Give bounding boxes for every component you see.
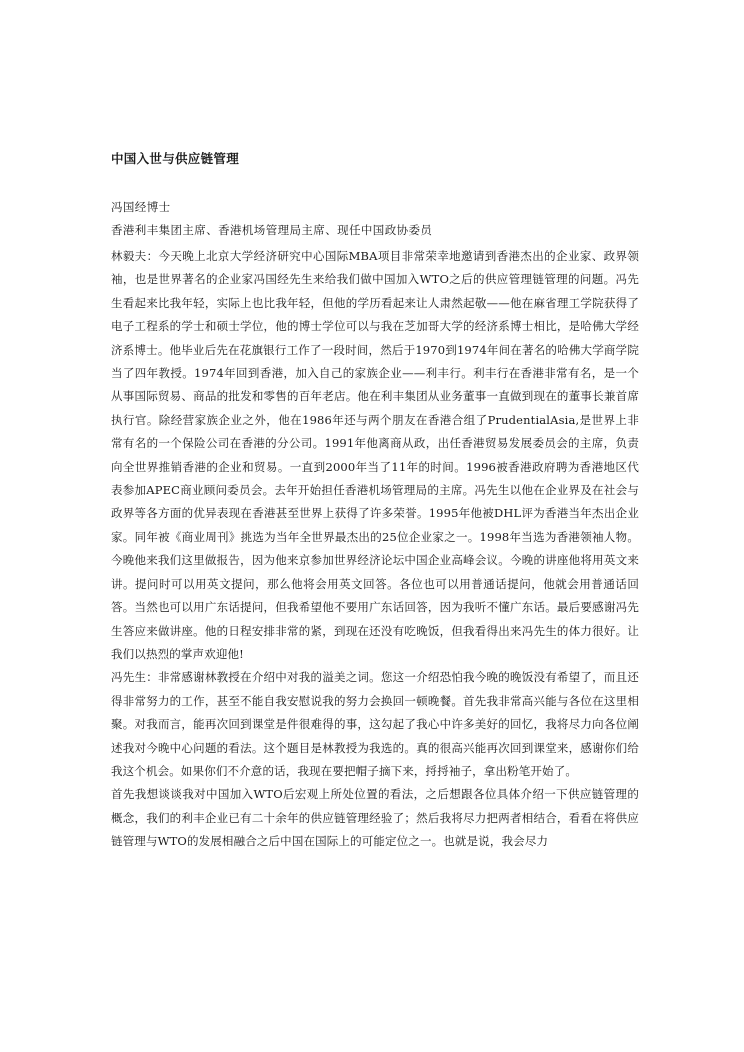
document-title: 中国入世与供应链管理 (111, 151, 240, 166)
paragraph-outline: 首先我想谈谈我对中国加入WTO后宏观上所处位置的看法，之后想跟各位具体介绍一下供应链管理的概念，我们的利丰企业已有二十余年的供应链管理经验了；然后我将尽力把两者相结合，看看在将供应链管理与WTO的发展相融合之后中国在国际上的可能定位之一。也就是说，我会尽力 (111, 787, 639, 849)
document-body (111, 245, 639, 854)
paragraph-response: 冯先生：非常感谢林教授在介绍中对我的溢美之词。您这一介绍恐怕我今晚的晚饭没有希望了，而且还得非常努力的工作，甚至不能自我安慰说我的努力会换回一顿晚餐。首先我非常高兴能与各位在这里相聚。对我而言，能再次回到课堂是件很难得的事，这勾起了我心中许多美好的回忆，我将尽力向各位阐述我对今晚中心问题的看法。这个题目是林教授为我选的。真的很高兴能再次回到课堂来，感谢你们给我这个机会。如果你们不介意的话，我现在要把帽子摘下来，捋捋袖子，拿出粉笔开始了。 (111, 670, 639, 778)
author-roles: 香港利丰集团主席、香港机场管理局主席、现任中国政协委员 (111, 223, 433, 237)
paragraph-introduction: 林毅夫：今天晚上北京大学经济研究中心国际MBA项目非常荣幸地邀请到香港杰出的企业家、政界领袖，也是世界著名的企业家冯国经先生来给我们做中国加入WTO之后的供应管理链管理的问题。冯先生看起来比我年轻，实际上也比我年轻，但他的学历看起来让人肃然起敬——他在麻省理工学院获得了电子工程系的学士和硕士学位，他的博士学位可以与我在芝加哥大学的经济系博士相比，是哈佛大学经济系博士。他毕业后先在花旗银行工作了一段时间，然后于1970到1974年间在著名的哈佛大学商学院当了四年教授。1974年回到香港，加入自己的家族企业——利丰行。利丰行在香港非常有名，是一个从事国际贸易、商品的批发和零售的百年老店。他在利丰集团从业务董事一直做到现在的董事长兼首席执行官。除经营家族企业之外，他在1986年还与两个朋友在香港合组了PrudentialAsia,是世界上非常有名的一个保险公司在香港的分公司。1991年他离商从政，出任香港贸易发展委员会的主席，负责向全世界推销香港的企业和贸易。一直到2000年当了11年的时间。1996被香港政府聘为香港地区代表参加APEC商业顾问委员会。去年开始担任香港机场管理局的主席。冯先生以他在企业界及在社会与政界等各方面的优异表现在香港甚至世界上获得了许多荣誉。1995年他被DHL评为香港当年杰出企业家。同年被《商业周刊》挑选为当年全世界最杰出的25位企业家之一。1998年当选为香港领袖人物。今晚他来我们这里做报告，因为他来京参加世界经济论坛中国企业高峰会议。今晚的讲座他将用英文来讲。提问时可以用英文提问，那么他将会用英文回答。各位也可以用普通话提问，他就会用普通话回答。当然也可以用广东话提问，但我希望他不要用广东话回答，因为我听不懂广东话。最后要感谢冯先生答应来做讲座。他的日程安排非常的紧，到现在还没有吃晚饭，但我看得出来冯先生的体力很好。让我们以热烈的掌声欢迎他! (111, 249, 639, 661)
author-name: 冯国经博士 (111, 200, 171, 214)
